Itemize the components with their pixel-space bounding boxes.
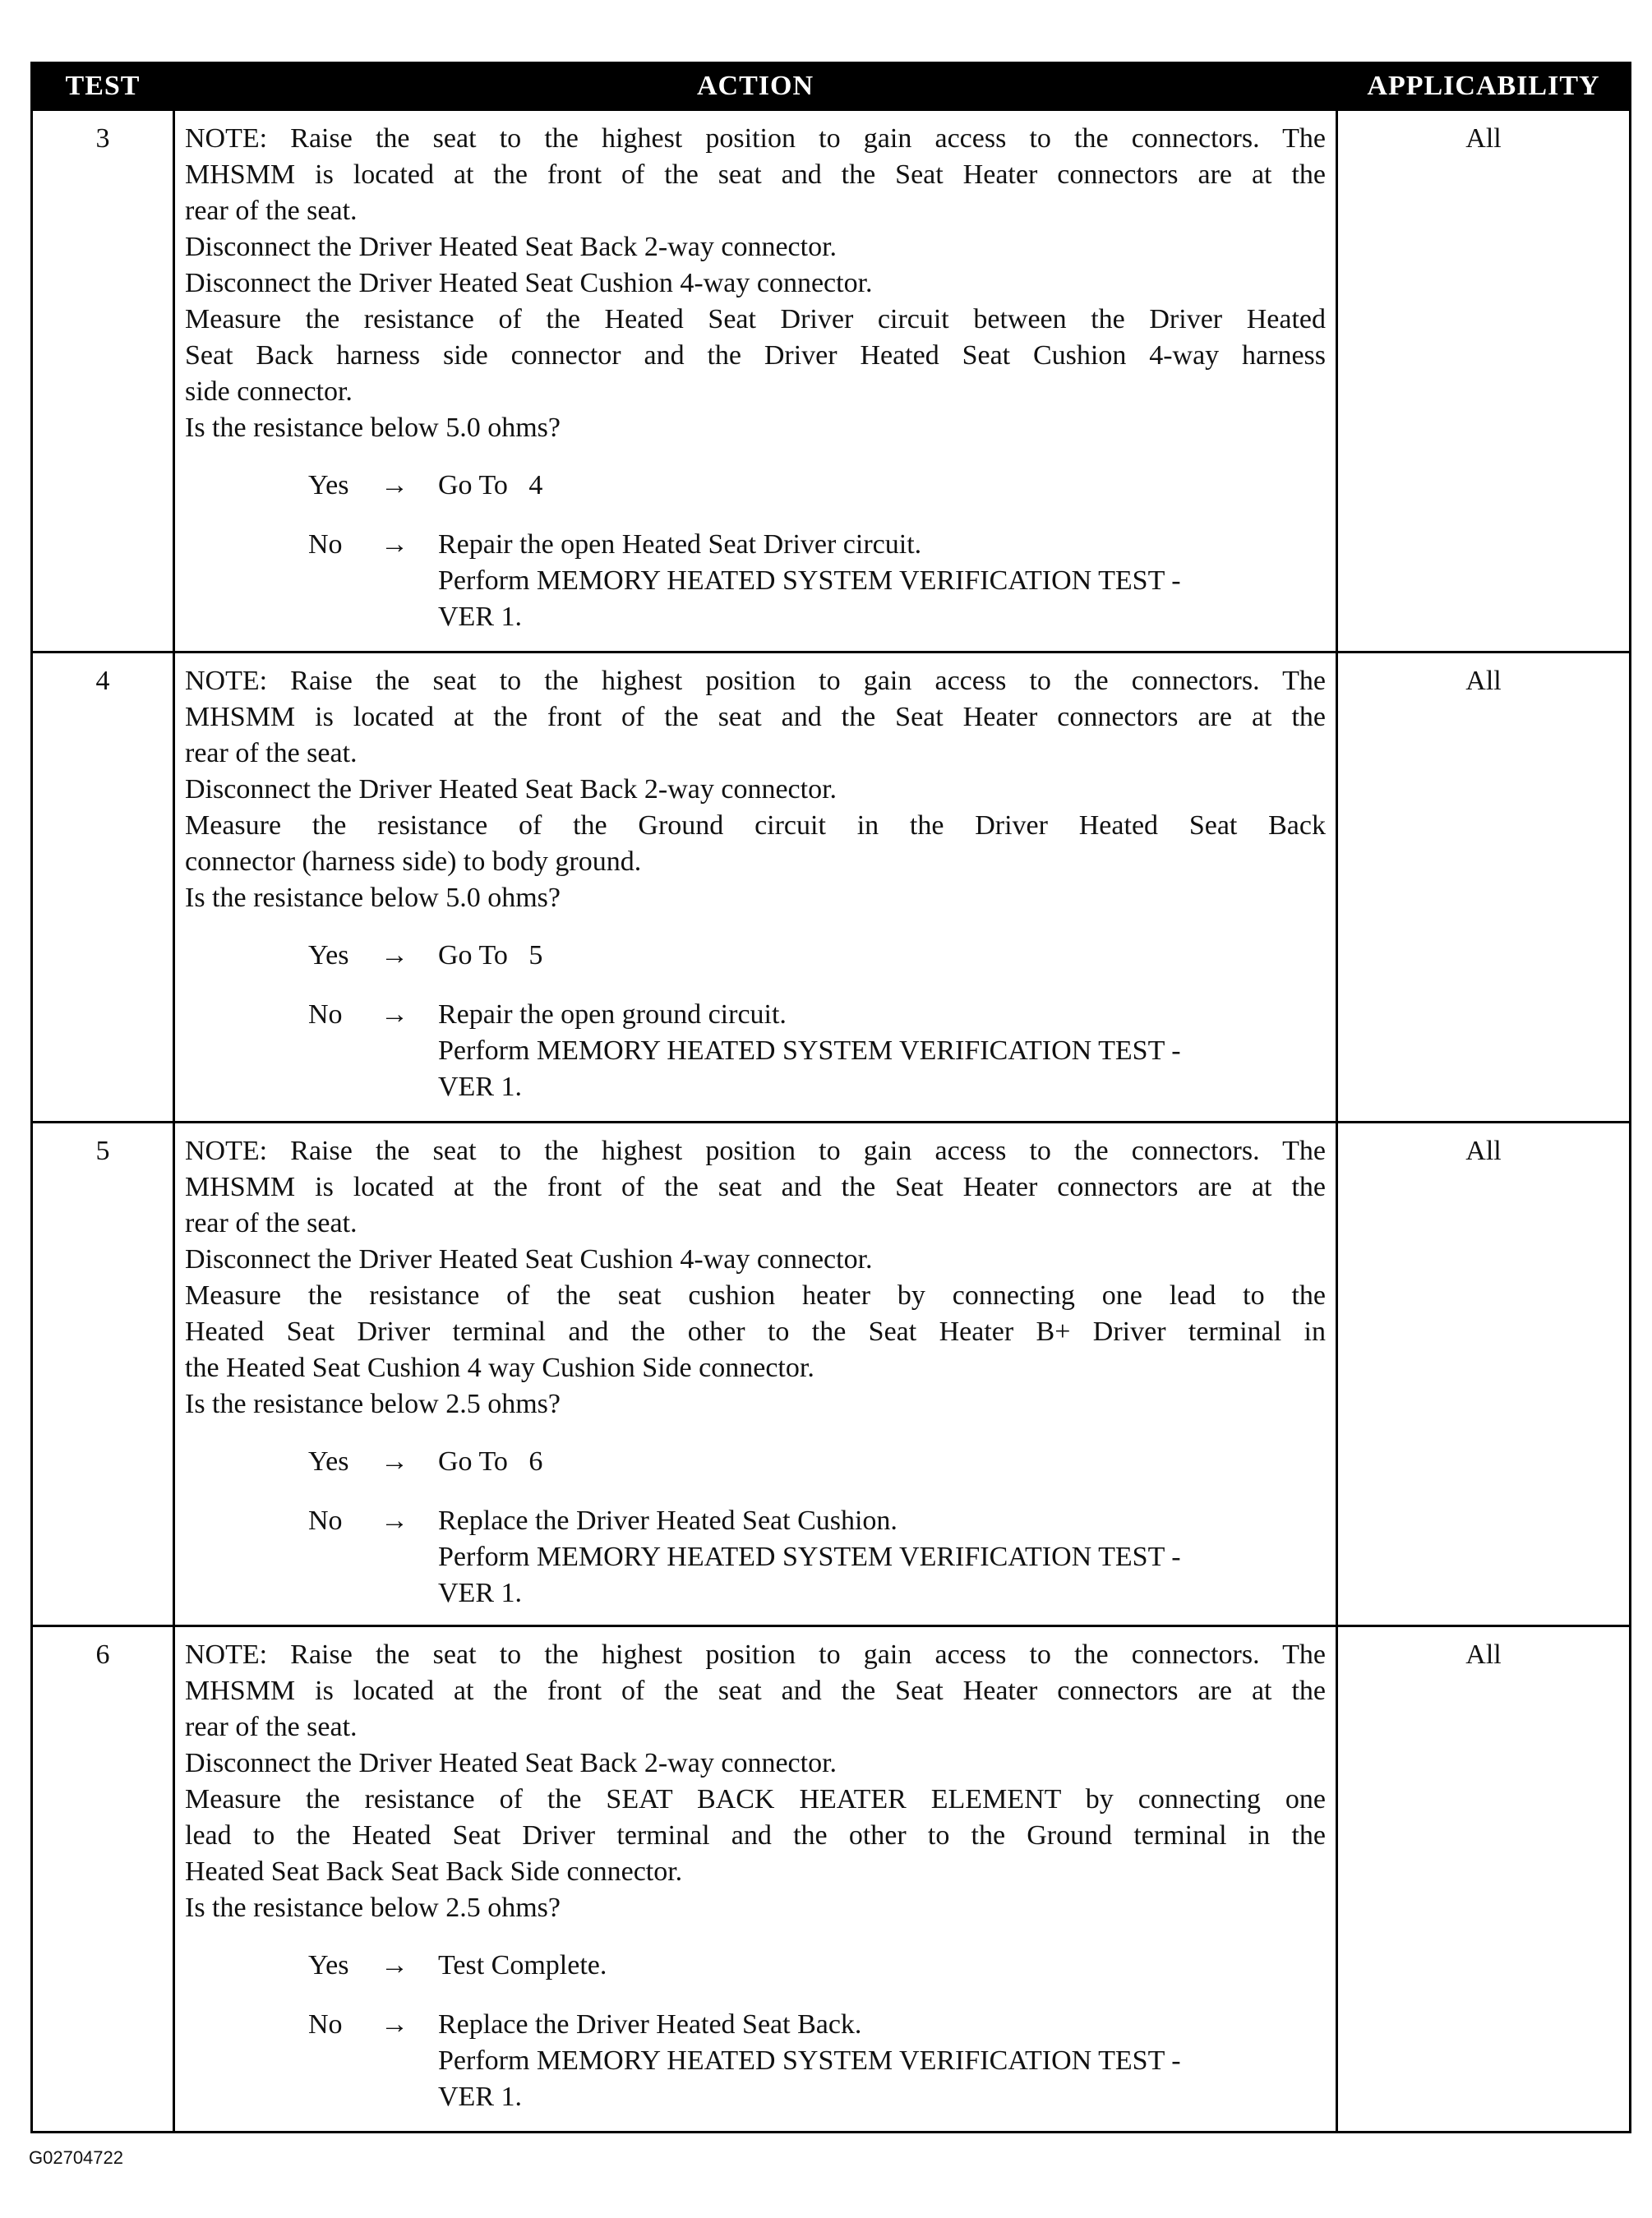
diagnostic-test-table [30, 62, 1631, 2133]
header-row [32, 63, 1631, 110]
choice-no [308, 2007, 1326, 2115]
choice-no [308, 997, 1326, 1105]
figure-code: G02704722 [29, 2147, 123, 2168]
test-number: 3 [32, 110, 174, 652]
result-text [438, 1948, 1326, 1984]
result-text [438, 938, 1326, 974]
action-text-line: side connector. [185, 376, 353, 407]
action-text-line: Is the resistance below 5.0 ohms? [185, 883, 561, 913]
action-text-line: NOTE: Raise the seat to the highest position to gain access to the connectors. The [185, 666, 1326, 696]
arrow-right-icon: → [381, 999, 408, 1030]
choice-yes [308, 938, 1326, 974]
answer-label: No [308, 529, 343, 560]
action-text-line: Measure the resistance of the Heated Seat Driver circuit between the Driver Heated [185, 304, 1326, 334]
answer-choices [308, 938, 1326, 1105]
test-number: 4 [32, 652, 174, 1123]
header-applicability: APPLICABILITY [1337, 63, 1631, 110]
action-text-line: Measure the resistance of the seat cushion heater by connecting one lead to the [185, 1280, 1326, 1311]
answer-label: Yes [308, 1446, 349, 1477]
action-text-line: rear of the seat. [185, 196, 358, 226]
table-header [32, 63, 1631, 110]
table-row [32, 1123, 1631, 1626]
action-text-line: Disconnect the Driver Heated Seat Back 2-way connector. [185, 774, 838, 805]
action-text-line: rear of the seat. [185, 1712, 358, 1742]
action-text-line: connector (harness side) to body ground. [185, 846, 642, 877]
answer-choices [308, 1444, 1326, 1612]
choice-no [308, 527, 1326, 635]
action-text-line: Disconnect the Driver Heated Seat Cushion 4-way connector. [185, 268, 873, 298]
result-line: Replace the Driver Heated Seat Back. [438, 2009, 862, 2040]
arrow-right-icon: → [381, 1506, 408, 1536]
result-line: Perform MEMORY HEATED SYSTEM VERIFICATION TEST - [438, 2045, 1181, 2076]
result-line: VER 1. [438, 1578, 522, 1608]
action-text-line: Disconnect the Driver Heated Seat Back 2-way connector. [185, 1748, 838, 1778]
result-line: Perform MEMORY HEATED SYSTEM VERIFICATION TEST - [438, 1542, 1181, 1572]
answer-label: No [308, 999, 343, 1030]
choice-no [308, 1503, 1326, 1612]
action-text-line: MHSMM is located at the front of the seat and the Seat Heater connectors are at the [185, 159, 1326, 190]
action-text-line: MHSMM is located at the front of the seat and the Seat Heater connectors are at the [185, 702, 1326, 732]
applicability-value: All [1337, 652, 1631, 1123]
result-line: Repair the open Heated Seat Driver circuit. [438, 529, 922, 560]
applicability-value: All [1337, 110, 1631, 652]
result-text [438, 997, 1326, 1105]
action-text-line: rear of the seat. [185, 1208, 358, 1238]
action-cell [174, 1123, 1337, 1626]
action-text-line: NOTE: Raise the seat to the highest position to gain access to the connectors. The [185, 1639, 1326, 1670]
action-text-line: Disconnect the Driver Heated Seat Cushion 4-way connector. [185, 1244, 873, 1275]
arrow-right-icon: → [381, 470, 408, 500]
table-row [32, 652, 1631, 1123]
answer-label: No [308, 1506, 343, 1536]
result-line: VER 1. [438, 1072, 522, 1102]
action-cell [174, 110, 1337, 652]
arrow-right-icon: → [381, 2009, 408, 2040]
arrow-right-icon: → [381, 529, 408, 560]
choice-yes [308, 1948, 1326, 1984]
header-test: TEST [32, 63, 174, 110]
answer-label: Yes [308, 940, 349, 971]
answer-choices [308, 1948, 1326, 2115]
test-number: 6 [32, 1626, 174, 2133]
result-text [438, 468, 1326, 504]
result-text [438, 1503, 1326, 1612]
action-text-line: Disconnect the Driver Heated Seat Back 2-way connector. [185, 232, 838, 262]
action-text-line: Measure the resistance of the SEAT BACK HEATER ELEMENT by connecting one [185, 1784, 1326, 1815]
result-line: VER 1. [438, 2082, 522, 2112]
action-text-line: Heated Seat Driver terminal and the other to the Seat Heater B+ Driver terminal in [185, 1317, 1326, 1347]
result-line: Replace the Driver Heated Seat Cushion. [438, 1506, 898, 1536]
action-text-line: NOTE: Raise the seat to the highest position to gain access to the connectors. The [185, 123, 1326, 154]
answer-label: No [308, 2009, 343, 2040]
result-line: Perform MEMORY HEATED SYSTEM VERIFICATION TEST - [438, 1035, 1181, 1066]
arrow-right-icon: → [381, 1446, 408, 1477]
choice-yes [308, 468, 1326, 504]
action-text-line: the Heated Seat Cushion 4 way Cushion Side connector. [185, 1353, 814, 1383]
action-text-line: Heated Seat Back Seat Back Side connector. [185, 1856, 683, 1887]
header-action: ACTION [174, 63, 1337, 110]
action-text-line: rear of the seat. [185, 738, 358, 768]
action-text-line: NOTE: Raise the seat to the highest position to gain access to the connectors. The [185, 1136, 1326, 1166]
action-text-line: Is the resistance below 2.5 ohms? [185, 1893, 561, 1923]
action-text-line: Is the resistance below 5.0 ohms? [185, 413, 561, 443]
action-text-line: MHSMM is located at the front of the seat and the Seat Heater connectors are at the [185, 1172, 1326, 1202]
arrow-right-icon: → [381, 940, 408, 971]
arrow-right-icon: → [381, 1950, 408, 1981]
table-row [32, 1626, 1631, 2133]
applicability-value: All [1337, 1626, 1631, 2133]
result-text [438, 2007, 1326, 2115]
table-body [32, 110, 1631, 2133]
test-number: 5 [32, 1123, 174, 1626]
choice-yes [308, 1444, 1326, 1480]
result-line: Repair the open ground circuit. [438, 999, 787, 1030]
result-line: Perform MEMORY HEATED SYSTEM VERIFICATION TEST - [438, 565, 1181, 596]
action-text-line: Is the resistance below 2.5 ohms? [185, 1389, 561, 1419]
result-text [438, 1444, 1326, 1480]
answer-label: Yes [308, 1950, 349, 1981]
table-row [32, 110, 1631, 652]
action-text-line: Seat Back harness side connector and the Driver Heated Seat Cushion 4-way harness [185, 340, 1326, 371]
result-line: Go To 4 [438, 470, 543, 500]
result-line: Go To 6 [438, 1446, 543, 1477]
result-line: Test Complete. [438, 1950, 607, 1981]
action-cell [174, 652, 1337, 1123]
result-line: Go To 5 [438, 940, 543, 971]
action-text-line: lead to the Heated Seat Driver terminal and the other to the Ground terminal in the [185, 1820, 1326, 1851]
result-text [438, 527, 1326, 635]
action-text-line: Measure the resistance of the Ground circuit in the Driver Heated Seat Back [185, 810, 1326, 841]
answer-choices [308, 468, 1326, 635]
answer-label: Yes [308, 470, 349, 500]
result-line: VER 1. [438, 602, 522, 632]
action-cell [174, 1626, 1337, 2133]
action-text-line: MHSMM is located at the front of the seat and the Seat Heater connectors are at the [185, 1676, 1326, 1706]
applicability-value: All [1337, 1123, 1631, 1626]
